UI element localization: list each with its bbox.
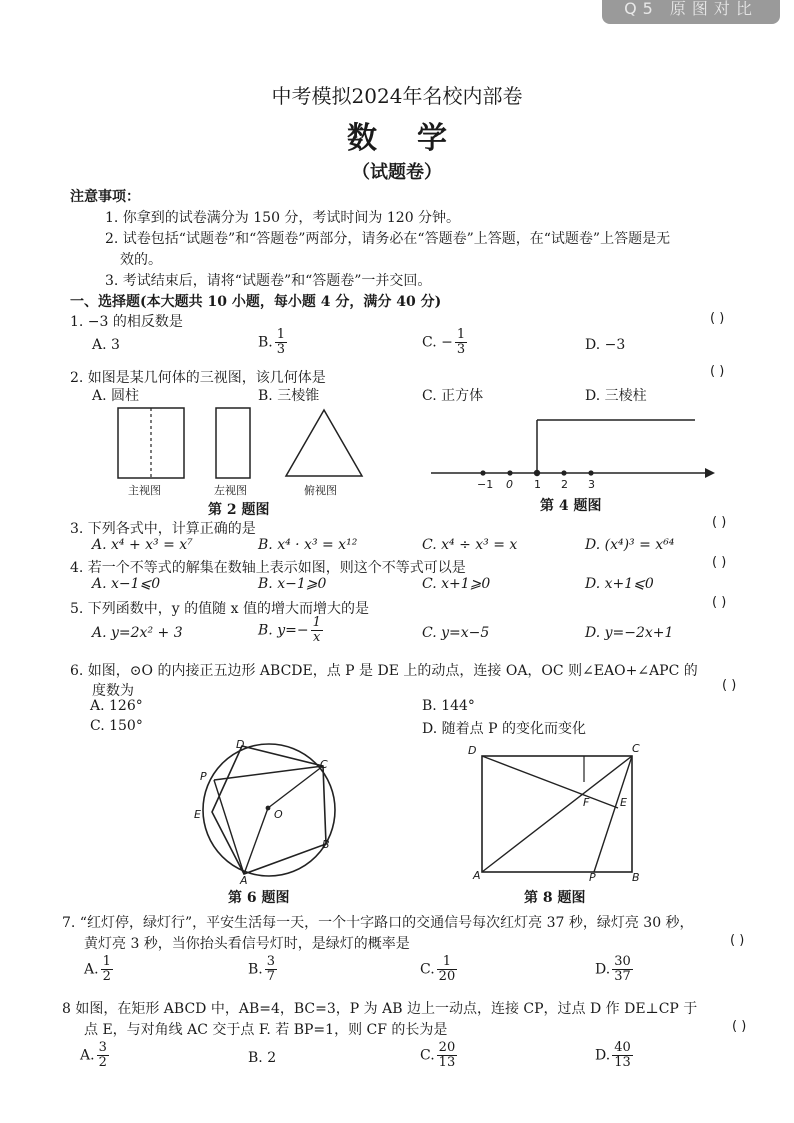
rectangle-figure (470, 742, 650, 877)
q5-option-c: C. y=x−5 (422, 625, 490, 641)
q3-option-b: B. x⁴ · x³ = x¹² (258, 537, 358, 553)
q2-option-d: D. 三棱柱 (585, 388, 647, 404)
tick-dot (480, 470, 485, 475)
q6-option-c: C. 150° (90, 718, 143, 734)
answer-paren: ( ) (712, 515, 727, 530)
figure-2-caption: 第 2 题图 (208, 502, 270, 518)
q7-option-b: B. $\frac{3}{7}$ (248, 954, 276, 984)
notice-item: 3. 考试结束后，请将“试题卷”和“答题卷”一并交回。 (105, 273, 432, 289)
tick-label: 2 (561, 478, 568, 491)
figure-6-caption: 第 6 题图 (228, 890, 290, 906)
solid-endpoint-dot (534, 470, 540, 476)
point-label: E (194, 808, 201, 821)
segment-ap (214, 780, 244, 874)
q8-option-a: A. $\frac{3}{2}$ (80, 1040, 107, 1070)
front-view (118, 408, 184, 478)
side-view (216, 408, 250, 478)
q4-option-d: D. x+1⩽0 (585, 576, 654, 592)
tick-dot (507, 470, 512, 475)
q8-option-c: C. $\frac{20}{13}$ (420, 1040, 456, 1070)
notice-item: 1. 你拿到的试卷满分为 150 分，考试时间为 120 分钟。 (105, 210, 461, 226)
q2-option-b: B. 三棱锥 (258, 388, 320, 404)
point-label: E (620, 796, 627, 809)
point-label: D (236, 738, 245, 751)
point-label: P (200, 770, 207, 783)
side-view-label: 左视图 (214, 484, 247, 497)
tick-dot (561, 470, 566, 475)
paper-type: （试题卷） (352, 162, 442, 183)
q1-option-d: D. −3 (585, 337, 626, 353)
q3-option-a: A. x⁴ + x³ = x⁷ (92, 537, 193, 553)
q7-option-c: C. $\frac{1}{20}$ (420, 954, 456, 984)
arrow-right-icon (705, 468, 715, 478)
notice-title: 注意事项： (70, 189, 140, 205)
three-views-figure (110, 404, 370, 484)
q5-option-b: B. y=− $\frac{1}{x}$ (258, 615, 321, 645)
point-label: F (583, 796, 590, 809)
question-8-stem-cont: 点 E，与对角线 AC 交于点 F. 若 BP=1，则 CF 的长为是 (84, 1022, 448, 1038)
top-view-label: 俯视图 (304, 484, 337, 497)
question-5-stem: 5. 下列函数中，y 的值随 x 值的增大而增大的是 (70, 601, 369, 617)
q7-option-a: A. $\frac{1}{2}$ (84, 954, 111, 984)
segment-cp (594, 756, 632, 872)
q2-option-a: A. 圆柱 (92, 388, 140, 404)
answer-paren: ( ) (712, 595, 727, 610)
point-label: A (240, 874, 248, 887)
notice-item: 2. 试卷包括“试题卷”和“答题卷”两部分，请务必在“答题卷”上答题，在“试题卷”上答题是无 (105, 231, 671, 247)
section-heading: 一、选择题(本大题共 10 小题，每小题 4 分，满分 40 分) (70, 294, 442, 310)
q1-option-b: B. $\frac{1}{3}$ (258, 327, 286, 357)
question-8-stem: 8 如图，在矩形 ABCD 中，AB=4，BC=3，P 为 AB 边上一动点，连接 CP，过点 D 作 DE⊥CP 于 (62, 1001, 698, 1017)
diagonal-ac (482, 756, 632, 872)
q5-option-d: D. y=−2x+1 (585, 625, 674, 641)
answer-paren: ( ) (732, 1019, 747, 1034)
q4-option-c: C. x+1⩾0 (422, 576, 491, 592)
tick-label: −1 (477, 478, 494, 491)
subject-title: 数学 (347, 121, 487, 156)
q6-option-a: A. 126° (90, 698, 143, 714)
top-view (286, 410, 362, 476)
q3-option-c: C. x⁴ ÷ x³ = x (422, 537, 518, 553)
q8-option-b: B. 2 (248, 1050, 277, 1066)
point-label: P (589, 871, 596, 884)
q2-option-c: C. 正方体 (422, 388, 484, 404)
point-label: D (468, 744, 477, 757)
exam-title: 中考模拟2024年名校内部卷 (271, 84, 523, 108)
figure-4-caption: 第 4 题图 (540, 498, 602, 514)
question-7-stem: 7. “红灯停，绿灯行”，平安生活每一天，一个十字路口的交通信号每次红灯亮 37 秒，绿灯亮 30 秒， (62, 915, 694, 931)
answer-paren: ( ) (722, 678, 737, 693)
q5-option-a: A. y=2x² + 3 (92, 625, 183, 641)
tick-dot (588, 470, 593, 475)
q1-option-a: A. 3 (92, 337, 120, 353)
q6-option-d: D. 随着点 P 的变化而变化 (422, 721, 586, 737)
question-6-stem: 6. 如图，⊙O 的内接正五边形 ABCDE，点 P 是 DE 上的动点，连接 OA，OC 则∠EAO+∠APC 的 (70, 663, 698, 679)
tick-label: 3 (588, 478, 595, 491)
question-6-stem-cont: 度数为 (92, 683, 134, 699)
q8-option-d: D. $\frac{40}{13}$ (595, 1040, 631, 1070)
answer-paren: ( ) (712, 555, 727, 570)
q4-option-a: A. x−1⩽0 (92, 576, 161, 592)
point-label: O (274, 808, 283, 821)
point-label: C (320, 758, 328, 771)
answer-paren: ( ) (730, 933, 745, 948)
point-label: B (632, 871, 640, 884)
segment-ao (244, 808, 268, 874)
answer-paren: ( ) (710, 311, 725, 326)
tick-label: 1 (534, 478, 541, 491)
q4-option-b: B. x−1⩾0 (258, 576, 327, 592)
notice-item: 效的。 (120, 252, 162, 268)
watermark-badge: Q5 原图对比 (602, 0, 780, 24)
point-label: A (473, 869, 481, 882)
point-label: B (322, 838, 330, 851)
answer-paren: ( ) (710, 364, 725, 379)
tick-label: 0 (506, 478, 513, 491)
question-4-stem: 4. 若一个不等式的解集在数轴上表示如图，则这个不等式可以是 (70, 560, 466, 576)
point-label: C (632, 742, 640, 755)
center-point (266, 806, 271, 811)
q1-option-c: C. − $\frac{1}{3}$ (422, 327, 466, 357)
question-7-stem-cont: 黄灯亮 3 秒，当你抬头看信号灯时，是绿灯的概率是 (84, 936, 410, 952)
q7-option-d: D. $\frac{30}{37}$ (595, 954, 631, 984)
question-1-stem: 1. −3 的相反数是 (70, 314, 183, 330)
front-view-label: 主视图 (128, 484, 161, 497)
number-line-figure (425, 408, 725, 498)
q3-option-d: D. (x⁴)³ = x⁶⁴ (585, 537, 675, 553)
question-3-stem: 3. 下列各式中，计算正确的是 (70, 521, 256, 537)
q6-option-b: B. 144° (422, 698, 475, 714)
figure-8-caption: 第 8 题图 (524, 890, 586, 906)
question-2-stem: 2. 如图是某几何体的三视图，该几何体是 (70, 370, 326, 386)
